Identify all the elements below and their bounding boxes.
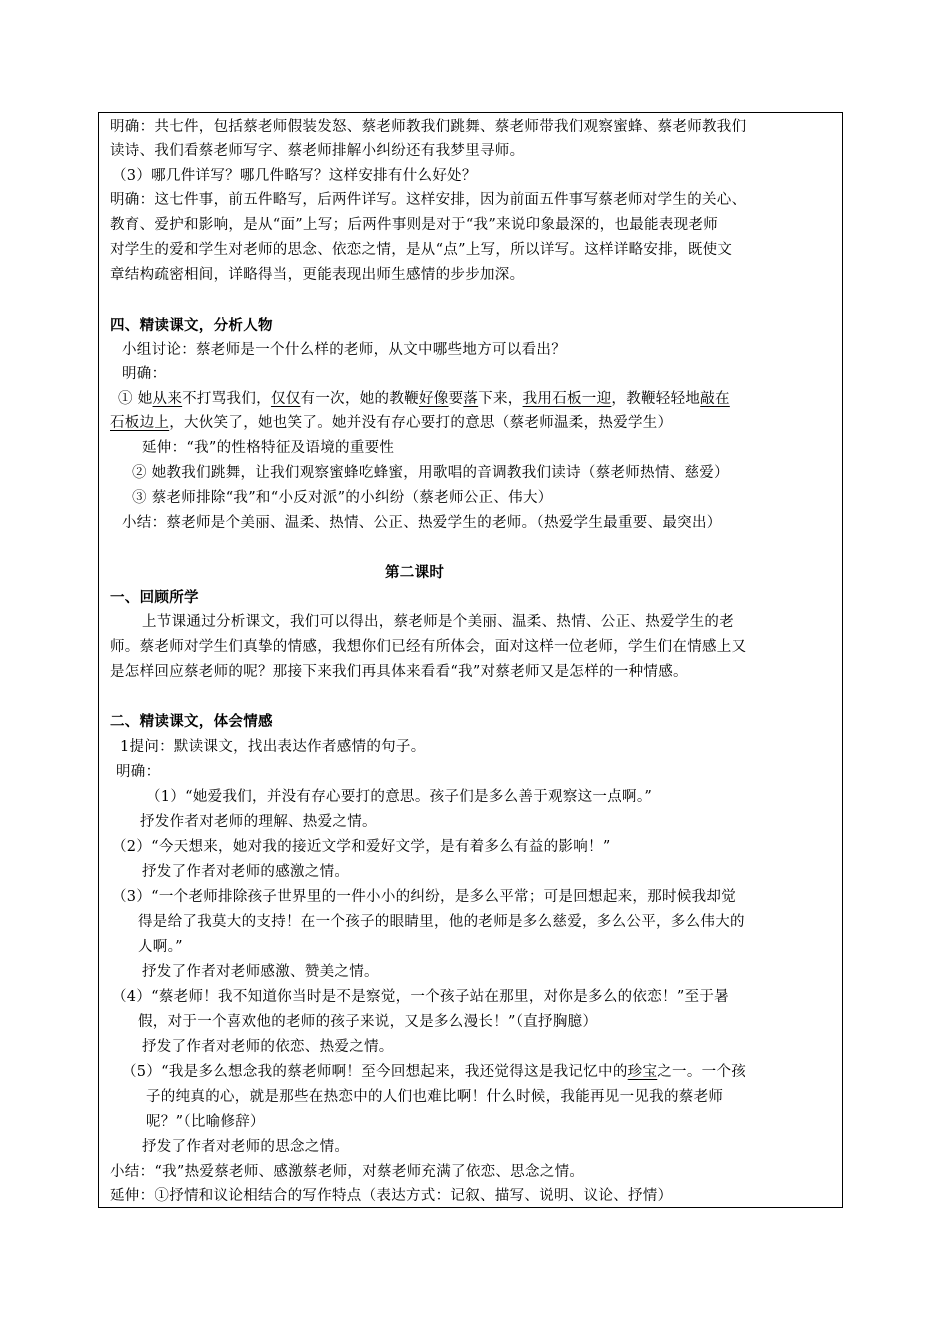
quote-line: （1）“她爱我们，并没有存心要打的意思。孩子们是多么善于观察这一点啊。” bbox=[146, 789, 653, 805]
text-line: 读诗、我们看蔡老师写字、蔡老师排解小纠纷还有我梦里寻师。 bbox=[110, 143, 525, 159]
comment-line: 抒发了作者对老师的思念之情。 bbox=[142, 1139, 350, 1155]
text-span: （5）“我是多么想念我的蔡老师啊！至今回想起来，我还觉得这是我记忆中的 bbox=[122, 1064, 628, 1080]
underlined-text: 我用石板一迎 bbox=[522, 391, 612, 407]
comment-line: 抒发了作者对老师感激、赞美之情。 bbox=[142, 964, 379, 980]
underlined-text: 仅仅 bbox=[270, 391, 301, 407]
underlined-text: 好像 bbox=[418, 391, 449, 407]
quote-line: 呢？”（比喻修辞） bbox=[146, 1114, 265, 1130]
quote-line: 子的纯真的心，就是那些在热恋中的人们也难比啊！什么时候，我能再见一见我的蔡老师 bbox=[146, 1089, 724, 1105]
example-line bbox=[110, 413, 672, 433]
quote-line: 人啊。” bbox=[138, 939, 183, 955]
text-line: 章结构疏密相间，详略得当，更能表现出师生感情的步步加深。 bbox=[110, 267, 525, 283]
text-line: 是怎样回应蔡老师的呢？那接下来我们再具体来看看“我”对蔡老师又是怎样的一种情感。 bbox=[110, 664, 688, 680]
text-span: ① 她 bbox=[118, 391, 153, 407]
text-line: 明确：共七件，包括蔡老师假装发怒、蔡老师教我们跳舞、蔡老师带我们观察蜜蜂、蔡老师教我们 bbox=[110, 119, 747, 135]
section-heading: 二、精读课文，体会情感 bbox=[110, 713, 273, 730]
text-span: 不打骂我们， bbox=[182, 391, 271, 407]
summary-line: 小结：蔡老师是个美丽、温柔、热情、公正、热爱学生的老师。（热爱学生最重要、最突出） bbox=[122, 515, 722, 531]
example-line bbox=[118, 389, 730, 409]
quote-line: （4）“蔡老师！我不知道你当时是不是察觉，一个孩子站在那里，对你是多么的依恋！”至于暑 bbox=[112, 989, 729, 1005]
underlined-text: 落 bbox=[463, 391, 479, 407]
text-line: 1提问：默读课文，找出表达作者感情的句子。 bbox=[120, 739, 426, 755]
text-line: ③ 蔡老师排除“我”和“小反对派”的小纠纷（蔡老师公正、伟大） bbox=[132, 490, 553, 506]
quote-line: （2）“今天想来，她对我的接近文学和爱好文学，是有着多么有益的影响！” bbox=[112, 839, 611, 855]
comment-line: 抒发了作者对老师的依恋、热爱之情。 bbox=[142, 1039, 394, 1055]
text-span: ，教鞭轻轻地 bbox=[611, 391, 701, 407]
text-line: 对学生的爱和学生对老师的思念、依恋之情，是从“点”上写，所以详写。这样详略安排，既使文 bbox=[110, 242, 733, 258]
text-line: 教育、爱护和影响，是从“面”上写；后两件事则是对于“我”来说印象最深的，也最能表现老师 bbox=[110, 217, 719, 233]
underlined-text: 石板边上 bbox=[110, 415, 170, 431]
section-heading: 四、精读课文，分析人物 bbox=[110, 317, 273, 334]
lesson-title: 第二课时 bbox=[385, 564, 445, 581]
text-line: 上节课通过分析课文，我们可以得出，蔡老师是个美丽、温柔、热情、公正、热爱学生的老 bbox=[142, 614, 734, 630]
text-line: 小组讨论：蔡老师是一个什么样的老师，从文中哪些地方可以看出？ bbox=[122, 342, 566, 358]
section-heading: 一、回顾所学 bbox=[110, 589, 199, 606]
text-span: 下来， bbox=[478, 391, 523, 407]
quote-line bbox=[122, 1062, 746, 1082]
underlined-text: 敲在 bbox=[700, 391, 730, 407]
question-line: （3）哪几件详写？哪几件略写？这样安排有什么好处？ bbox=[112, 168, 477, 184]
text-line: 师。蔡老师对学生们真挚的情感，我想你们已经有所体会，面对这样一位老师，学生们在情感上又 bbox=[110, 639, 747, 655]
quote-line: 得是给了我莫大的支持！在一个孩子的眼睛里，他的老师是多么慈爱，多么公平，多么伟大的 bbox=[138, 914, 745, 930]
quote-line: 假，对于一个喜欢他的老师的孩子来说，又是多么漫长！”（直抒胸臆） bbox=[138, 1014, 598, 1030]
text-span: 之一。一个孩 bbox=[657, 1064, 747, 1080]
comment-line: 抒发了作者对老师的感激之情。 bbox=[142, 864, 350, 880]
text-line: 明确：这七件事，前五件略写，后两件详写。这样安排，因为前面五件事写蔡老师对学生的关心、 bbox=[110, 192, 747, 208]
text-line: 明确： bbox=[116, 764, 161, 780]
text-line: 延伸：“我”的性格特征及语境的重要性 bbox=[142, 440, 395, 456]
text-span: ，大伙笑了，她也笑了。她并没有存心要打的意思（蔡老师温柔，热爱学生） bbox=[169, 415, 673, 431]
comment-line: 抒发作者对老师的理解、热爱之情。 bbox=[140, 814, 377, 830]
underlined-text: 珍宝 bbox=[627, 1064, 658, 1080]
summary-line: 小结：“我”热爱蔡老师、感激蔡老师，对蔡老师充满了依恋、思念之情。 bbox=[110, 1164, 585, 1180]
text-line: ② 她教我们跳舞，让我们观察蜜蜂吃蜂蜜，用歌唱的音调教我们读诗（蔡老师热情、慈爱） bbox=[132, 465, 729, 481]
text-span: 要 bbox=[448, 391, 464, 407]
text-line: 延伸：①抒情和议论相结合的写作特点（表达方式：记叙、描写、说明、议论、抒情） bbox=[110, 1188, 673, 1204]
underlined-text: 从来 bbox=[152, 391, 183, 407]
text-span: 有一次，她的教鞭 bbox=[300, 391, 419, 407]
quote-line: （3）“一个老师排除孩子世界里的一件小小的纠纷，是多么平常；可是回想起来，那时候我却觉 bbox=[112, 889, 737, 905]
text-line: 明确： bbox=[122, 366, 167, 382]
